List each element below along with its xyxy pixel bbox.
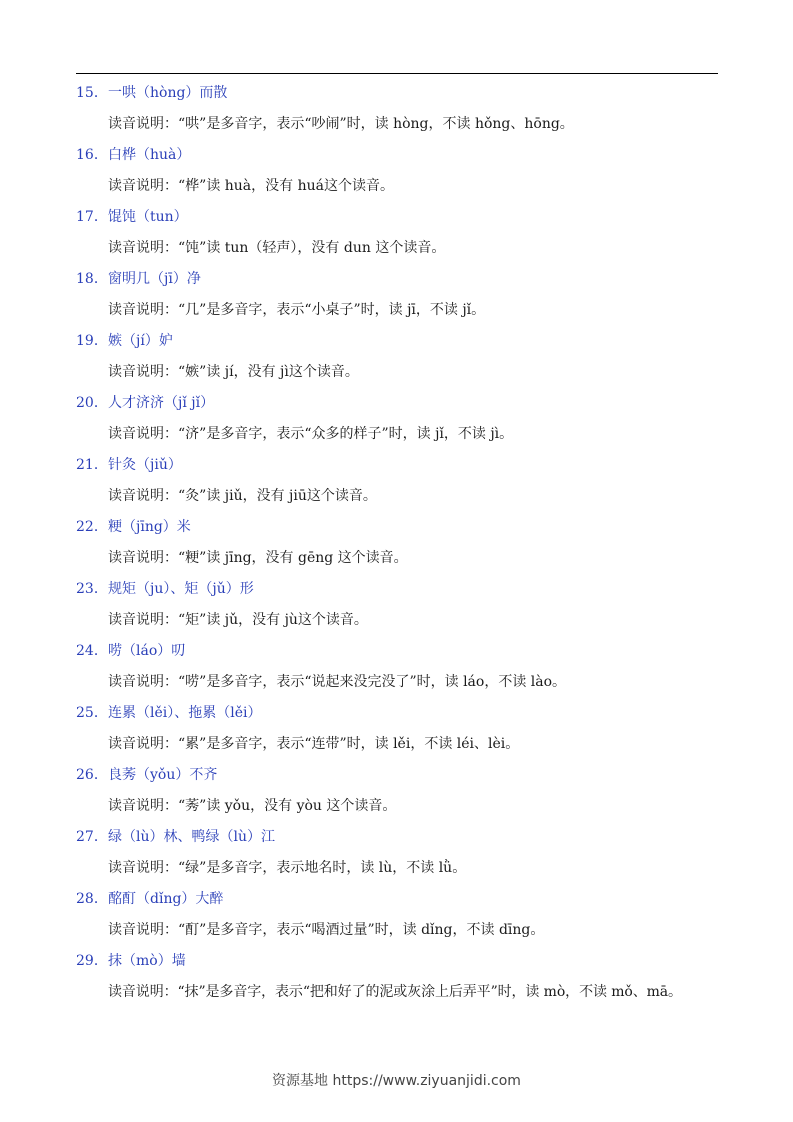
- entry-title: [76, 326, 722, 357]
- entry-26: [76, 760, 722, 822]
- entry-title: [76, 450, 722, 481]
- entry-title: [76, 202, 722, 233]
- entry-number: 26．: [76, 767, 108, 783]
- entry-number: 18．: [76, 271, 108, 287]
- entry-term: 抹（mò）墙: [108, 953, 186, 969]
- entry-25: [76, 698, 722, 760]
- entry-number: 16．: [76, 147, 108, 163]
- entry-term: 粳（jīng）米: [108, 519, 191, 535]
- entry-22: [76, 512, 722, 574]
- entry-number: 27．: [76, 829, 108, 845]
- entry-title: [76, 140, 722, 171]
- entry-number: 20．: [76, 395, 108, 411]
- entry-15: [76, 78, 722, 140]
- entry-title: [76, 884, 722, 915]
- entry-19: [76, 326, 722, 388]
- entry-explanation: 读音说明：“酊”是多音字，表示“喝酒过量”时，读 dǐng，不读 dīng。: [108, 922, 545, 938]
- entry-number: 29．: [76, 953, 108, 969]
- entry-term: 良莠（yǒu）不齐: [108, 767, 218, 783]
- entry-term: 白桦（huà）: [108, 147, 191, 163]
- entry-explanation: 读音说明：“唠”是多音字，表示“说起来没完没了”时，读 láo，不读 lào。: [108, 674, 567, 690]
- entry-term: 连累（lěi）、拖累（lěi）: [108, 705, 262, 721]
- entry-number: 23．: [76, 581, 108, 597]
- entry-number: 28．: [76, 891, 108, 907]
- entry-term: 规矩（ju）、矩（jǔ）形: [108, 581, 254, 597]
- entry-explanation: 读音说明：“累”是多音字，表示“连带”时，读 lěi，不读 léi、lèi。: [108, 736, 520, 752]
- entry-term: 嫉（jí）妒: [108, 333, 173, 349]
- entry-27: [76, 822, 722, 884]
- entry-term: 馄饨（tun）: [108, 209, 188, 225]
- entry-17: [76, 202, 722, 264]
- entry-term: 针灸（jiǔ）: [108, 457, 182, 473]
- entry-title: [76, 574, 722, 605]
- entry-title: [76, 388, 722, 419]
- entry-term: 绿（lù）林、鸭绿（lù）江: [108, 829, 275, 845]
- entry-number: 21．: [76, 457, 108, 473]
- entry-title: [76, 822, 722, 853]
- entry-23: [76, 574, 722, 636]
- entry-number: 22．: [76, 519, 108, 535]
- entry-title: [76, 512, 722, 543]
- header-rule: [76, 73, 718, 74]
- entry-28: [76, 884, 722, 946]
- entry-title: [76, 636, 722, 667]
- entry-explanation: 读音说明：“饨”读 tun（轻声），没有 dun 这个读音。: [108, 240, 446, 256]
- entry-number: 17．: [76, 209, 108, 225]
- entry-20: [76, 388, 722, 450]
- entry-term: 酩酊（dǐng）大醉: [108, 891, 224, 907]
- entry-number: 19．: [76, 333, 108, 349]
- entry-explanation: 读音说明：“嫉”读 jí，没有 jì这个读音。: [108, 364, 359, 380]
- entry-number: 15．: [76, 85, 108, 101]
- entry-explanation: 读音说明：“抹”是多音字，表示“把和好了的泥或灰涂上后弄平”时，读 mò，不读 mǒ、mā。: [108, 984, 682, 1000]
- entry-list: [76, 78, 722, 1008]
- footer-watermark: 资源基地 https://www.ziyuanjidi.com: [272, 1073, 521, 1089]
- entry-29: [76, 946, 722, 1008]
- entry-title: [76, 698, 722, 729]
- entry-title: [76, 946, 722, 977]
- entry-title: [76, 760, 722, 791]
- entry-term: 唠（láo）叨: [108, 643, 186, 659]
- entry-term: 一哄（hòng）而散: [108, 85, 228, 101]
- entry-explanation: 读音说明：“几”是多音字，表示“小桌子”时，读 jī，不读 jǐ。: [108, 302, 486, 318]
- entry-explanation: 读音说明：“济”是多音字，表示“众多的样子”时，读 jǐ，不读 jì。: [108, 426, 514, 442]
- entry-term: 窗明几（jī）净: [108, 271, 201, 287]
- entry-title: [76, 78, 722, 109]
- entry-21: [76, 450, 722, 512]
- entry-term: 人才济济（jǐ jǐ）: [108, 395, 215, 411]
- entry-number: 24．: [76, 643, 108, 659]
- entry-16: [76, 140, 722, 202]
- entry-explanation: 读音说明：“矩”读 jǔ，没有 jù这个读音。: [108, 612, 368, 628]
- entry-explanation: 读音说明：“粳”读 jīng，没有 gēng 这个读音。: [108, 550, 408, 566]
- entry-title: [76, 264, 722, 295]
- entry-explanation: 读音说明：“桦”读 huà，没有 huá这个读音。: [108, 178, 394, 194]
- entry-24: [76, 636, 722, 698]
- entry-explanation: 读音说明：“哄”是多音字，表示“吵闹”时，读 hòng，不读 hǒng、hōng。: [108, 116, 574, 132]
- entry-18: [76, 264, 722, 326]
- entry-explanation: 读音说明：“灸”读 jiǔ，没有 jiū这个读音。: [108, 488, 377, 504]
- entry-number: 25．: [76, 705, 108, 721]
- entry-explanation: 读音说明：“莠”读 yǒu，没有 yòu 这个读音。: [108, 798, 397, 814]
- entry-explanation: 读音说明：“绿”是多音字，表示地名时，读 lù，不读 lǜ。: [108, 860, 467, 876]
